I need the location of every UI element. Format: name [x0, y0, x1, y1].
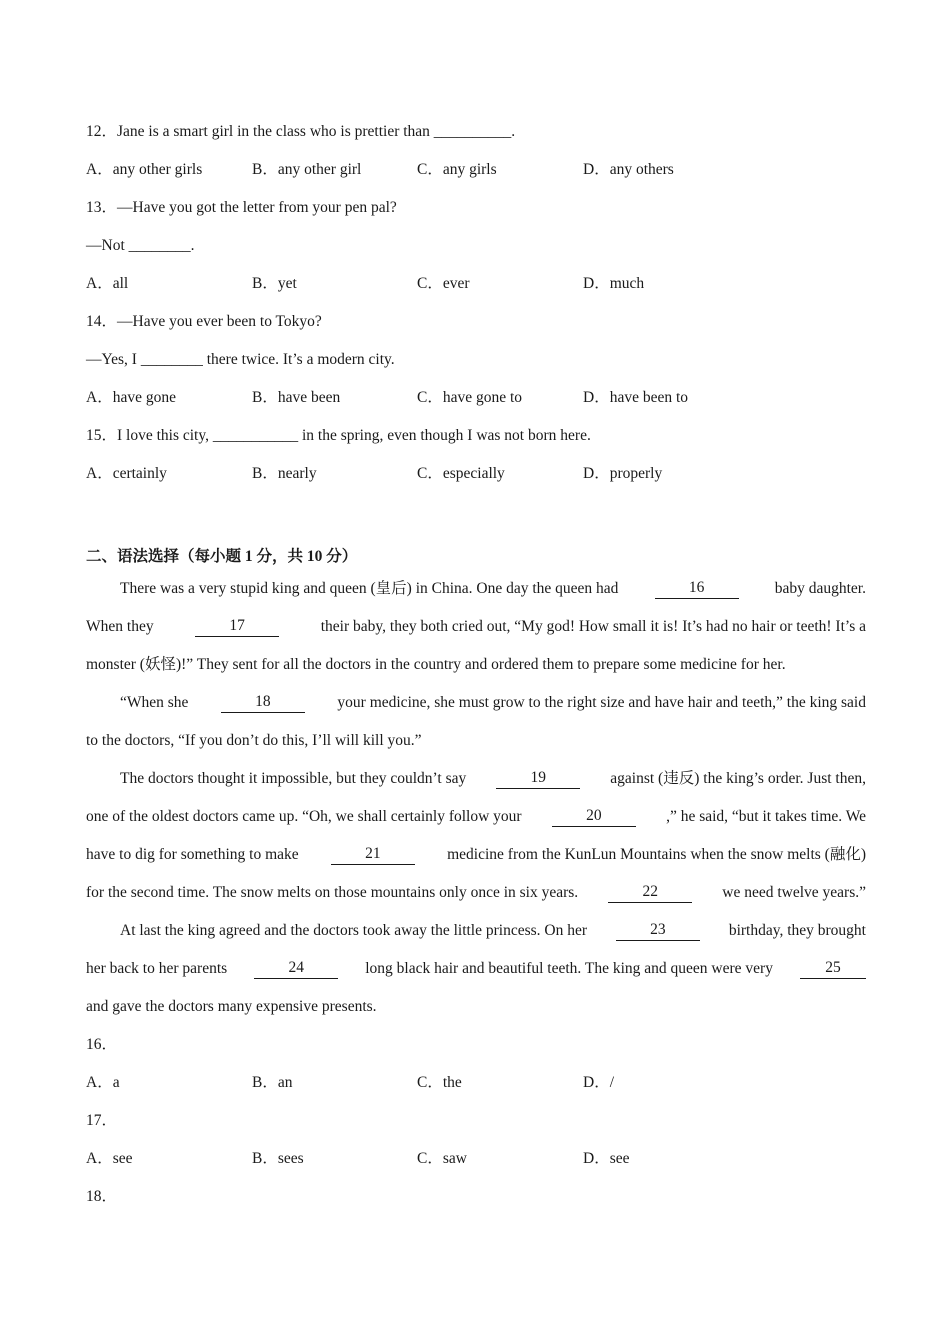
- option-b: B．yet: [252, 275, 297, 292]
- choice-17-number: 17．: [86, 1112, 118, 1129]
- passage-text: There was a very stupid king and queen (皇后) in China. One day the queen had: [120, 580, 619, 597]
- question-14-stem-reply: —Yes, I ________ there twice. It’s a modern city.: [86, 351, 395, 368]
- passage-text: and gave the doctors many expensive presents.: [86, 998, 377, 1015]
- passage-line: [86, 883, 866, 903]
- option-b: B．an: [252, 1074, 293, 1091]
- passage-text: against (违反) the king’s order. Just then,: [610, 770, 866, 787]
- passage-text: to the doctors, “If you don’t do this, I’ll will kill you.”: [86, 732, 422, 749]
- question-14-stem: 14．—Have you ever been to Tokyo?: [86, 313, 322, 330]
- option-c: C．ever: [417, 275, 470, 292]
- option-a: A．all: [86, 275, 129, 292]
- blank-22: 22: [608, 883, 692, 903]
- question-15-options: [86, 464, 866, 484]
- passage-text: birthday, they brought: [728, 922, 866, 939]
- blank-20: 20: [552, 807, 636, 827]
- option-c: C．the: [417, 1074, 462, 1091]
- option-d: D．much: [583, 275, 645, 292]
- passage-line: [86, 959, 866, 979]
- question-13-stem: 13．—Have you got the letter from your pen pal?: [86, 199, 397, 216]
- passage-line: [86, 921, 866, 941]
- option-a: A．a: [86, 1074, 120, 1091]
- option-a: A．certainly: [86, 465, 167, 482]
- passage-line: [86, 579, 866, 599]
- passage-line: [86, 617, 866, 637]
- passage-text: When they: [86, 618, 154, 635]
- option-c: C．saw: [417, 1150, 467, 1167]
- section-title: 二、语法选择（每小题 1 分，共 10 分）: [86, 548, 358, 565]
- option-b: B．any other girl: [252, 161, 362, 178]
- blank-17: 17: [195, 617, 279, 637]
- option-d: D．have been to: [583, 389, 689, 406]
- passage-text: At last the king agreed and the doctors took away the little princess. On her: [120, 922, 588, 939]
- option-b: B．have been: [252, 389, 341, 406]
- question-12-options: [86, 160, 866, 180]
- passage-text: medicine from the KunLun Mountains when the snow melts (融化): [447, 846, 866, 863]
- option-a: A．have gone: [86, 389, 176, 406]
- passage-line: [86, 655, 866, 675]
- passage-text: have to dig for something to make: [86, 846, 299, 863]
- choice-17-options: [86, 1149, 866, 1169]
- passage-text: monster (妖怪)!” They sent for all the doctors in the country and ordered them to prepare some medicine for her.: [86, 656, 786, 673]
- blank-18: 18: [221, 693, 305, 713]
- option-a: A．any other girls: [86, 161, 203, 178]
- blank-23: 23: [616, 921, 700, 941]
- option-d: D．properly: [583, 465, 663, 482]
- passage-text: baby daughter.: [774, 580, 866, 597]
- passage-line: [86, 693, 866, 713]
- option-c: C．have gone to: [417, 389, 523, 406]
- option-b: B．sees: [252, 1150, 304, 1167]
- choice-16-number: 16．: [86, 1036, 118, 1053]
- passage-line: [86, 997, 866, 1017]
- option-d: D．/: [583, 1074, 615, 1091]
- option-a: A．see: [86, 1150, 133, 1167]
- question-12-stem: 12．Jane is a smart girl in the class who is prettier than __________.: [86, 123, 516, 140]
- passage-text: “When she: [120, 694, 189, 711]
- blank-16: 16: [655, 579, 739, 599]
- blank-25: 25: [800, 959, 866, 979]
- question-13-options: [86, 274, 866, 294]
- option-b: B．nearly: [252, 465, 317, 482]
- blank-19: 19: [496, 769, 580, 789]
- passage-text: their baby, they both cried out, “My god! How small it is! It’s had no hair or teeth! It’s a: [320, 618, 866, 635]
- passage-line: [86, 731, 866, 751]
- passage-text: The doctors thought it impossible, but they couldn’t say: [120, 770, 467, 787]
- passage-text: we need twelve years.”: [722, 884, 866, 901]
- question-14-options: [86, 388, 866, 408]
- passage-text: your medicine, she must grow to the right size and have hair and teeth,” the king said: [337, 694, 866, 711]
- passage-line: [86, 769, 866, 789]
- passage-line: [86, 845, 866, 865]
- choice-16-options: [86, 1073, 866, 1093]
- passage-line: [86, 807, 866, 827]
- passage-text: one of the oldest doctors came up. “Oh, we shall certainly follow your: [86, 808, 522, 825]
- question-15-stem: 15．I love this city, ___________ in the spring, even though I was not born here.: [86, 427, 591, 444]
- choice-18-number: 18．: [86, 1188, 118, 1205]
- blank-24: 24: [254, 959, 338, 979]
- question-13-stem-reply: —Not ________.: [86, 237, 195, 254]
- passage-text: long black hair and beautiful teeth. The king and queen were very: [365, 960, 773, 977]
- option-d: D．see: [583, 1150, 630, 1167]
- option-c: C．especially: [417, 465, 505, 482]
- blank-21: 21: [331, 845, 415, 865]
- passage-text: ,” he said, “but it takes time. We: [666, 808, 866, 825]
- passage-text: for the second time. The snow melts on those mountains only once in six years.: [86, 884, 579, 901]
- option-d: D．any others: [583, 161, 674, 178]
- passage-text: her back to her parents: [86, 960, 228, 977]
- option-c: C．any girls: [417, 161, 497, 178]
